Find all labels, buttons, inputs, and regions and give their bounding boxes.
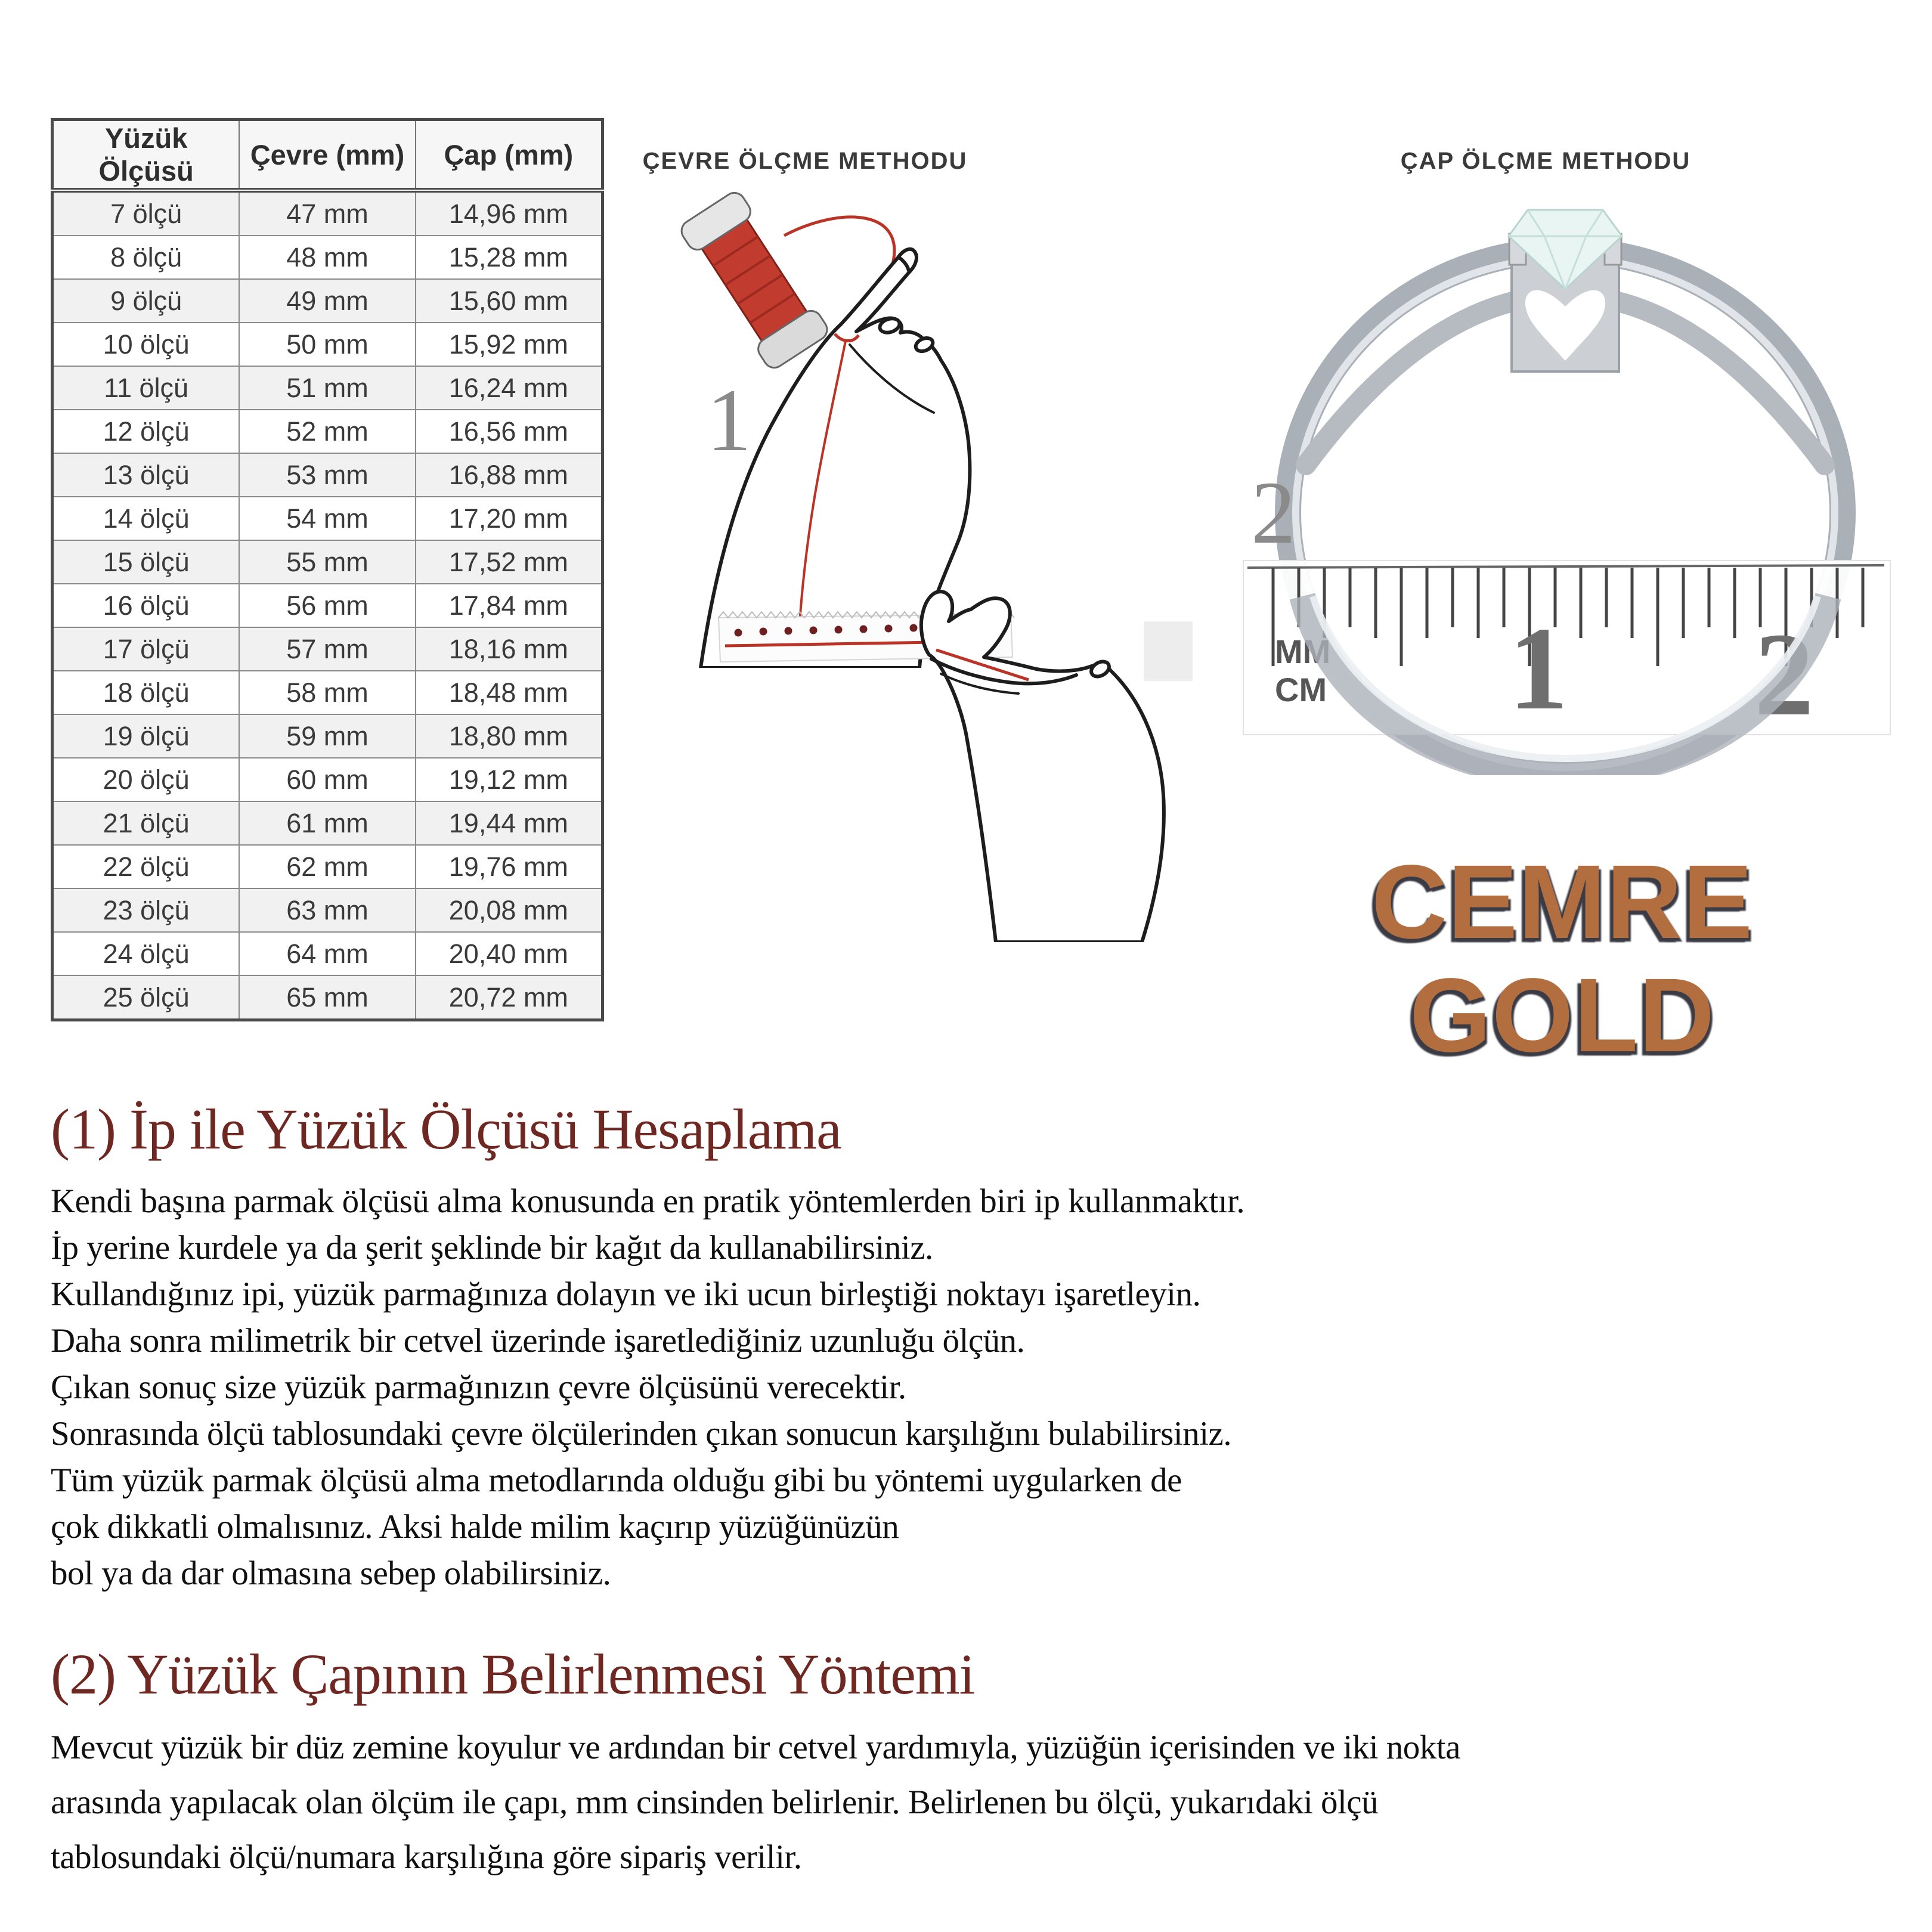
cell-circumference: 63 mm [239, 888, 415, 932]
cell-diameter: 15,60 mm [416, 279, 603, 323]
table-row [52, 845, 603, 888]
cell-size: 10 ölçü [52, 323, 240, 366]
table-row [52, 584, 603, 627]
paragraph-line: Çıkan sonuç size yüzük parmağınızın çevre ölçüsünü verecektir. [51, 1368, 906, 1406]
table-row [52, 323, 603, 366]
cell-circumference: 61 mm [239, 801, 415, 845]
cell-size: 8 ölçü [52, 236, 240, 279]
cell-size: 11 ölçü [52, 366, 240, 410]
cell-circumference: 50 mm [239, 323, 415, 366]
table-row [52, 190, 603, 236]
cell-circumference: 54 mm [239, 497, 415, 540]
table-row [52, 758, 603, 801]
table-row [52, 714, 603, 758]
thread-spool-icon [677, 191, 831, 371]
cell-size: 19 ölçü [52, 714, 240, 758]
brand-line-1: CEMRE [1371, 844, 1754, 961]
paragraph-line: Mevcut yüzük bir düz zemine koyulur ve ardından bir cetvel yardımıyla, yüzüğün içerisinden ve iki nokta [51, 1729, 1460, 1766]
cell-circumference: 55 mm [239, 540, 415, 584]
column-header-size: Yüzük Ölçüsü [52, 120, 240, 191]
cell-size: 15 ölçü [52, 540, 240, 584]
cell-diameter: 17,84 mm [416, 584, 603, 627]
ruler-mark-1: 1 [1509, 603, 1568, 735]
cell-diameter: 18,80 mm [416, 714, 603, 758]
section-one-paragraph [51, 1182, 1244, 1600]
pinching-hand-icon [921, 592, 1164, 942]
cell-size: 12 ölçü [52, 410, 240, 453]
table-row [52, 540, 603, 584]
cell-size: 20 ölçü [52, 758, 240, 801]
cell-size: 21 ölçü [52, 801, 240, 845]
table-row [52, 410, 603, 453]
cell-diameter: 19,12 mm [416, 758, 603, 801]
ring-mount-icon [1509, 210, 1622, 371]
circumference-method-title: ÇEVRE ÖLÇME METHODU [642, 148, 968, 174]
cell-size: 24 ölçü [52, 932, 240, 976]
cell-diameter: 19,44 mm [416, 801, 603, 845]
cell-circumference: 57 mm [239, 627, 415, 671]
cell-circumference: 59 mm [239, 714, 415, 758]
brand-line-2: GOLD [1409, 957, 1716, 1074]
ruler-mark-2: 2 [1754, 609, 1814, 741]
table-row [52, 279, 603, 323]
cell-diameter: 19,76 mm [416, 845, 603, 888]
cell-diameter: 17,20 mm [416, 497, 603, 540]
paragraph-line: tablosundaki ölçü/numara karşılığına göre sipariş verilir. [51, 1838, 802, 1876]
cell-size: 14 ölçü [52, 497, 240, 540]
ruler-unit-cm: CM [1275, 671, 1327, 708]
table-row [52, 627, 603, 671]
cell-diameter: 15,28 mm [416, 236, 603, 279]
cell-diameter: 14,96 mm [416, 190, 603, 236]
cell-size: 23 ölçü [52, 888, 240, 932]
brand-logo [1354, 846, 1771, 1072]
cell-diameter: 20,72 mm [416, 976, 603, 1020]
table-row [52, 497, 603, 540]
section-one-heading: (1) İp ile Yüzük Ölçüsü Hesaplama [51, 1097, 841, 1161]
table-row [52, 453, 603, 497]
table-row [52, 932, 603, 976]
cell-circumference: 64 mm [239, 932, 415, 976]
cell-size: 25 ölçü [52, 976, 240, 1020]
cell-circumference: 52 mm [239, 410, 415, 453]
cell-diameter: 17,52 mm [416, 540, 603, 584]
cell-circumference: 56 mm [239, 584, 415, 627]
cell-size: 16 ölçü [52, 584, 240, 627]
paragraph-line: Daha sonra milimetrik bir cetvel üzerinde işaretlediğiniz uzunluğu ölçün. [51, 1322, 1025, 1360]
cell-diameter: 15,92 mm [416, 323, 603, 366]
step-number-2: 2 [1251, 463, 1296, 562]
ruler-unit-mm: MM [1275, 633, 1331, 670]
cell-circumference: 53 mm [239, 453, 415, 497]
cell-size: 22 ölçü [52, 845, 240, 888]
cell-circumference: 62 mm [239, 845, 415, 888]
column-header-diameter: Çap (mm) [416, 120, 603, 191]
ring-size-table [51, 118, 604, 1021]
cell-circumference: 49 mm [239, 279, 415, 323]
ring-on-ruler-illustration [1240, 179, 1896, 775]
column-header-circumference: Çevre (mm) [239, 120, 415, 191]
table-row [52, 671, 603, 714]
cell-diameter: 16,56 mm [416, 410, 603, 453]
table-row [52, 888, 603, 932]
cell-circumference: 48 mm [239, 236, 415, 279]
paragraph-line: arasında yapılacak olan ölçüm ile çapı, mm cinsinden belirlenir. Belirlenen bu ölçü, yukarıdaki ölçü [51, 1784, 1379, 1821]
cell-size: 17 ölçü [52, 627, 240, 671]
table-row [52, 366, 603, 410]
cell-circumference: 51 mm [239, 366, 415, 410]
cell-circumference: 47 mm [239, 190, 415, 236]
diameter-method-title: ÇAP ÖLÇME METHODU [1400, 148, 1691, 174]
cell-diameter: 20,08 mm [416, 888, 603, 932]
cell-circumference: 60 mm [239, 758, 415, 801]
table-row [52, 236, 603, 279]
section-two-heading: (2) Yüzük Çapının Belirlenmesi Yöntemi [51, 1642, 975, 1706]
cell-diameter: 18,48 mm [416, 671, 603, 714]
paragraph-line: bol ya da dar olmasına sebep olabilirsiniz. [51, 1555, 611, 1592]
paragraph-line: çok dikkatli olmalısınız. Aksi halde milim kaçırıp yüzüğünüzün [51, 1508, 899, 1546]
cell-size: 18 ölçü [52, 671, 240, 714]
paragraph-line: Kendi başına parmak ölçüsü alma konusunda en pratik yöntemlerden biri ip kullanmaktır. [51, 1182, 1245, 1220]
table-row [52, 801, 603, 845]
paragraph-line: Kullandığınız ipi, yüzük parmağınıza dolayın ve iki ucun birleştiği noktayı işaretleyin. [51, 1275, 1201, 1313]
cell-diameter: 16,24 mm [416, 366, 603, 410]
paragraph-line: Tüm yüzük parmak ölçüsü alma metodlarında olduğu gibi bu yöntemi uygularken de [51, 1462, 1182, 1499]
paragraph-line: Sonrasında ölçü tablosundaki çevre ölçülerinden çıkan sonucun karşılığını bulabilirsiniz. [51, 1415, 1232, 1453]
cell-diameter: 18,16 mm [416, 627, 603, 671]
cell-size: 7 ölçü [52, 190, 240, 236]
cell-size: 9 ölçü [52, 279, 240, 323]
cell-diameter: 20,40 mm [416, 932, 603, 976]
step-number-1: 1 [707, 371, 751, 470]
table-row [52, 976, 603, 1020]
paragraph-line: İp yerine kurdele ya da şerit şeklinde bir kağıt da kullanabilirsiniz. [51, 1229, 933, 1267]
cell-size: 13 ölçü [52, 453, 240, 497]
table-header-row [52, 120, 603, 191]
cell-circumference: 65 mm [239, 976, 415, 1020]
pinch-ruler-hand-illustration [686, 555, 1193, 942]
section-two-paragraph [51, 1728, 1460, 1893]
cell-circumference: 58 mm [239, 671, 415, 714]
cell-diameter: 16,88 mm [416, 453, 603, 497]
